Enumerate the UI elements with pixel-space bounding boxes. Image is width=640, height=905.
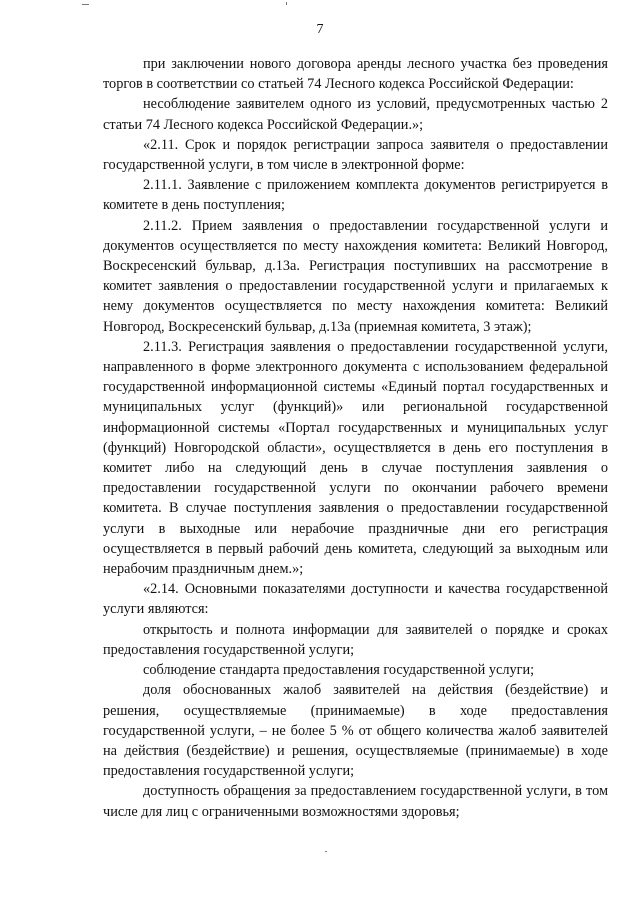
paragraph: при заключении нового договора аренды лесного участка без проведения торгов в соответствии со статьей 74 Лесного кодекса Российской Федерации: [103,56,608,93]
scan-mark-top-right [286,2,287,5]
scan-mark-bottom [325,851,327,852]
paragraph: 2.11.2. Прием заявления о предоставлении государственной услуги и документов осуществляется по месту нахождения комитета: Великий Новгород, Воскресенский бульвар, д.13а. Регистрация поступивших на рассмотрение в комитет заявления о предоставлении государственной услуги и прилагаемых к нему документов осуществляется по месту нахождения комитета: Великий Новгород, Воскресенский бульвар, д.13а (приемная комитета, 3 этаж); [103,217,608,335]
paragraph: открытость и полнота информации для заявителей о порядке и сроках предоставления государственной услуги; [103,621,608,658]
scan-mark-top-left [82,4,89,5]
document-body [103,54,608,822]
paragraph: соблюдение стандарта предоставления государственной услуги; [143,662,535,679]
paragraph: 2.11.3. Регистрация заявления о предоставлении государственной услуги, направленного в форме электронного документа с использованием федеральной государственной информационной системы «Единый портал государственных и муниципальных услуг (функций)» или региональной государственной информационной системы «Портал государственных и муниципальных услуг (функций) Новгородской области», осуществляется в день его поступления в комитет либо на следующий день в случае поступления заявления о предоставлении государственной услуги по окончании рабочего времени комитета. В случае поступления заявления о предоставлении государственной услуги в выходные или нерабочие праздничные дни его регистрация осуществляется в первый рабочий день комитета, следующий за выходным или нерабочим праздничным днем.»; [103,338,608,578]
page-number: 7 [316,22,324,37]
paragraph: «2.14. Основными показателями доступности и качества государственной услуги являются: [103,581,608,618]
paragraph: «2.11. Срок и порядок регистрации запроса заявителя о предоставлении государственной услуги, в том числе в электронной форме: [103,136,608,174]
paragraph: доступность обращения за предоставлением государственной услуги, в том числе для лиц с ограниченными возможностями здоровья; [103,783,608,820]
paragraph: доля обоснованных жалоб заявителей на действия (бездействие) и решения, осуществляемые (принимаемые) в ходе предоставления государственной услуги, – не более 5 % от общего количества жалоб заявителей на действия (бездействие) и решения, осуществляемые (принимаемые) в ходе предоставления государственной услуги; [103,682,608,780]
paragraph: 2.11.1. Заявление с приложением комплекта документов регистрируется в комитете в день поступления; [103,177,608,214]
paragraph: несоблюдение заявителем одного из условий, предусмотренных частью 2 статьи 74 Лесного кодекса Российской Федерации.»; [103,96,608,133]
